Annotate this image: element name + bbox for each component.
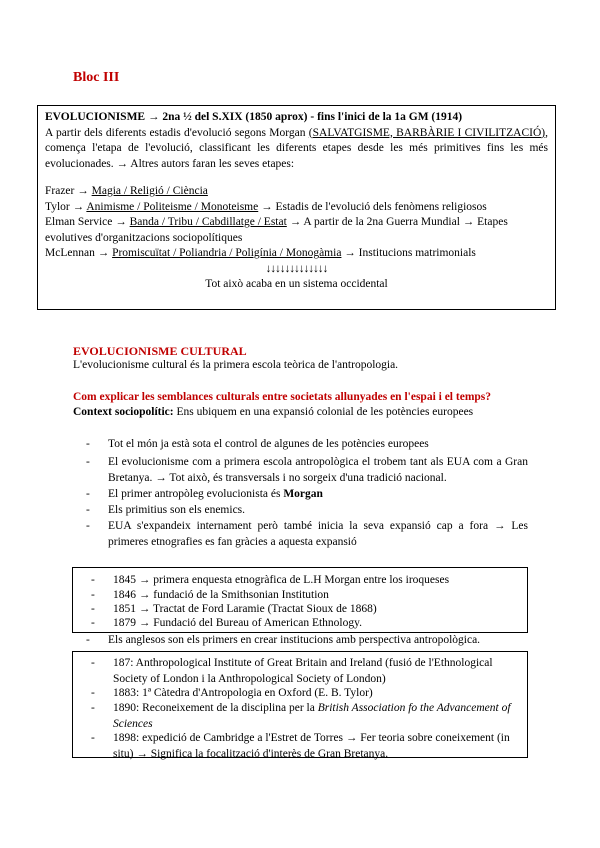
author-stages: Animisme / Politeisme / Monoteisme xyxy=(86,200,259,213)
timeline-text: 1845 → primera enquesta etnogràfica de L.H Morgan entre los iroqueses xyxy=(113,574,450,586)
list-item-text: Tot el món ja està sota el control de algunes de les potències europees xyxy=(108,438,429,450)
author-service xyxy=(45,215,548,246)
timeline-text: 1898: expedició de Cambridge a l'Estret de Torres → Fer teoria sobre coneixement (in situ) → Significa la focalització d'interès de Gran Bretanya. xyxy=(113,732,510,760)
dash-marker: - xyxy=(86,438,90,450)
author-stages: Banda / Tribu / Cabdillatge / Estat xyxy=(129,216,287,228)
dash-marker: - xyxy=(91,657,95,669)
context-label: Context sociopolític: xyxy=(73,406,174,418)
author-name: Elman Service → xyxy=(45,216,130,228)
timeline-text: 1890: Reconeixement de la disciplina per la xyxy=(113,702,318,714)
dash-marker: - xyxy=(86,504,90,516)
timeline-item xyxy=(91,656,513,687)
author-name: McLennan → xyxy=(45,247,113,259)
author-frazer xyxy=(45,184,548,200)
list-item-text: Els primitius son els enemics. xyxy=(108,504,246,516)
timeline-item xyxy=(91,701,513,732)
list-item xyxy=(86,633,481,649)
timeline-text: 1879 → Fundació del Bureau of American Ethnology. xyxy=(113,617,363,629)
author-name: Tylor → xyxy=(45,200,87,213)
dash-marker: - xyxy=(91,589,95,601)
timeline-item xyxy=(91,616,363,632)
dash-marker: - xyxy=(86,520,90,532)
author-note: → Institucions matrimonials xyxy=(341,247,476,259)
uk-timeline-box xyxy=(72,651,528,758)
dash-marker: - xyxy=(86,488,90,500)
timeline-text: 187: Anthropological Institute of Great Britain and Ireland (fusió de l'Ethnological Society of London i la Anthropological Society of London) xyxy=(113,657,493,685)
box1-heading-bold: EVOLUCIONISME xyxy=(45,111,146,123)
author-tylor xyxy=(45,200,548,216)
author-name: Frazer → xyxy=(45,185,92,197)
timeline-item xyxy=(91,573,450,589)
bloc-title: Bloc III xyxy=(73,70,120,85)
association-name: British Association fo the Advancement of Sciences xyxy=(113,702,511,730)
context-text: Ens ubiquem en una expansió colonial de les potències europees xyxy=(173,406,474,418)
list-item xyxy=(86,455,528,486)
dash-marker: - xyxy=(91,687,95,699)
box1-conclusion: Tot això acaba en un sistema occidental xyxy=(205,278,388,290)
timeline-text: 1883: 1ª Càtedra d'Antropologia en Oxford (E. B. Tylor) xyxy=(113,687,373,699)
timeline-text: 1846 → fundació de la Smithsonian Institution xyxy=(113,589,329,601)
dash-marker: - xyxy=(91,603,95,615)
section-question: Com explicar les semblances culturals entre societats allunyades en l'espai i el temps? xyxy=(73,391,492,403)
evolucionisme-summary-box xyxy=(37,105,556,310)
dash-marker: - xyxy=(91,702,95,714)
timeline-item xyxy=(91,731,513,762)
box1-heading xyxy=(45,110,548,126)
dash-marker: - xyxy=(86,456,90,468)
morgan-name: Morgan xyxy=(283,488,323,500)
timeline-text: 1851 → Tractat de Ford Laramie (Tractat Sioux de 1868) xyxy=(113,603,377,615)
between-text: Els anglesos son els primers en crear institucions amb perspectiva antropològica. xyxy=(108,634,481,646)
list-item xyxy=(86,437,528,453)
author-stages: Promiscuïtat / Poliandria / Poligínia / Monogàmia xyxy=(112,247,342,259)
author-mclennan xyxy=(45,246,548,262)
list-item-text: EUA s'expandeix internament però també inicia la seva expansió cap a fora → Les primeres etnografies es fan gràcies a aquesta expansió xyxy=(108,520,528,548)
box1-intro-post: , comença l'etapa de l'evolució, classificant les diferents etapes desde les més primitives fins les més evolucionades. → Altres autors faran les seves etapes: xyxy=(45,126,548,170)
box1-intro xyxy=(45,126,548,173)
dash-marker: - xyxy=(91,617,95,629)
author-note: → Estadis de l'evolució dels fenòmens religiosos xyxy=(258,200,487,213)
author-stages: Magia / Religió / Ciència xyxy=(91,185,208,197)
list-item-text: El primer antropòleg evolucionista és xyxy=(108,488,284,500)
section-subtitle: L'evolucionisme cultural és la primera escola teòrica de l'antropologia. xyxy=(73,359,399,371)
list-item-text: El evolucionisme com a primera escola antropològica el trobem tant als EUA com a Gran Bretanya. → Tot això, és transversals i no sorgeix d'una tradició nacional. xyxy=(108,456,528,484)
dash-marker: - xyxy=(86,634,90,646)
box1-intro-stages: (SALVATGISME, BARBÀRIE I CIVILITZACIÓ) xyxy=(308,126,546,139)
list-item xyxy=(86,503,528,519)
list-item xyxy=(86,487,528,503)
list-item xyxy=(86,519,528,550)
section-title: EVOLUCIONISME CULTURAL xyxy=(73,344,247,358)
context-line xyxy=(73,405,473,421)
box1-heading-rest: → 2na ½ del S.XIX (1850 aprox) - fins l'inici de la 1a GM (1914) xyxy=(145,111,463,123)
author-note: → A partir de la 2na Guerra Mundial → Etapes evolutives d'organitzacions sociopolítiques xyxy=(45,216,508,244)
dash-marker: - xyxy=(91,574,95,586)
us-timeline-box xyxy=(72,567,528,633)
timeline-item xyxy=(91,686,513,702)
down-arrows: ↓↓↓↓↓↓↓↓↓↓↓↓↓ xyxy=(265,262,328,275)
dash-marker: - xyxy=(91,732,95,744)
box1-intro-pre: A partir dels diferents estadis d'evolució segons Morgan xyxy=(45,126,309,139)
